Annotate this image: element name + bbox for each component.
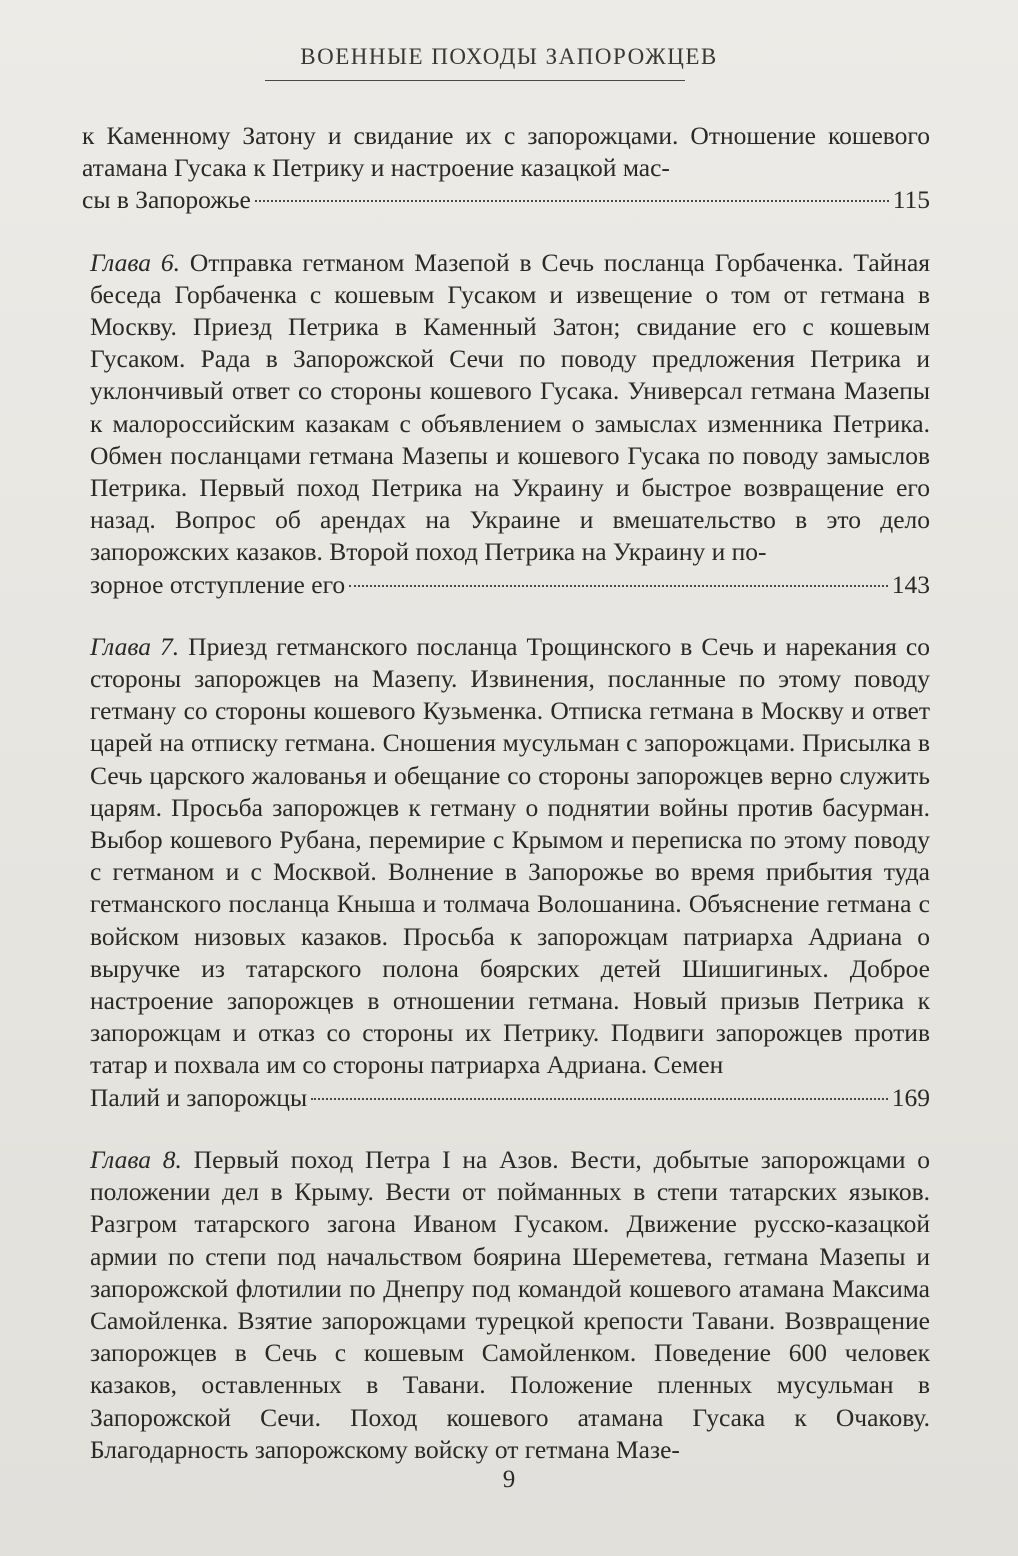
running-head: ВОЕННЫЕ ПОХОДЫ ЗАПОРОЖЦЕВ xyxy=(300,44,718,69)
toc-entry-tail: зорное отступление его xyxy=(90,569,346,599)
toc-entry-continuation xyxy=(60,120,930,217)
toc-entry-chapter-7 xyxy=(60,631,930,1114)
toc-entry-tail: Палий и запорожцы xyxy=(90,1082,308,1112)
table-of-contents xyxy=(60,120,930,1466)
toc-entry-tail: сы в Запорожье xyxy=(82,185,251,215)
toc-entry-text: Первый поход Петра I на Азов. Вести, добытые запорожцами о положении дел в Крыму. Вести от пойманных в степи татарских языков. Разгром татарского загона Иваном Гусаком. Движение русско-казацкой армии по степи под начальством боярина Шереметева, гетмана Мазепы и запорожской флотилии по Днепру под командой кошевого атамана Максима Самойленка. Взятие запорожцами турецкой крепости Тавани. Возвращение запорожцев в Сечь с кошевым Самойленком. Поведение 600 человек казаков, оставленных в Тавани. Положение пленных мусульман в Запорожской Сечи. Поход кошевого атамана Гусака к Очакову. Благодарность запорожскому войску от гетмана Мазе- xyxy=(90,1144,930,1464)
toc-page-number: 169 xyxy=(891,1082,930,1112)
toc-entry-chapter-6 xyxy=(60,247,930,601)
toc-entry-text: Отправка гетманом Мазепой в Сечь посланца Горбаченка. Тайная беседа Горбаченка с кошевым Гусаком и извещение о том от гетмана в Москву. Приезд Петрика в Каменный Затон; свидание его с кошевым Гусаком. Рада в Запорожской Сечи по поводу предложения Петрика и уклончивый ответ со стороны кошевого Гусака. Универсал гетмана Мазепы к малороссийским казакам с объявлением о замыслах изменника Петрика. Обмен посланцами гетмана Мазепы и кошевого Гусака по поводу замыслов Петрика. Первый поход Петрика на Украину и быстрое возвращение его назад. Вопрос об арендах на Украине и вмешательство в это дело запорожских казаков. Второй поход Петрика на Украину и по- xyxy=(90,247,930,567)
chapter-label: Глава 6. xyxy=(90,247,180,277)
chapter-label: Глава 7. xyxy=(90,631,180,661)
toc-entry-last-line xyxy=(90,569,930,601)
dot-leader xyxy=(349,585,888,587)
toc-entry-text: Приезд гетманского посланца Трощинского в Сечь и нарекания со стороны запорожцев на Мазепу. Извинения, посланные по этому поводу гетману со стороны кошевого Кузьменка. Отписка гетмана в Москву и ответ царей на отписку гетмана. Сношения мусульман с запорожцами. Присылка в Сечь царского жалованья и обещание со стороны запорожцев верно служить царям. Просьба запорожцев к гетману о поднятии войны против басурман. Выбор кошевого Рубана, перемирие с Крымом и переписка по этому поводу с гетманом и с Москвой. Волнение в Запорожье во время прибытия туда гетманского посланца Кныша и толмача Волошанина. Объяснение гетмана с войском низовых казаков. Просьба к запорожцам патриарха Адриана о выручке из татарского полона боярских детей Шишигиных. Доброе настроение запорожцев в отношении гетмана. Новый призыв Петрика к запорожцам и отказ со стороны их Петрику. Подвиги запорожцев против татар и похвала им со стороны патриарха Адриана. Семен xyxy=(90,631,930,1080)
chapter-label: Глава 8. xyxy=(90,1144,182,1174)
page-number: 9 xyxy=(502,1466,516,1493)
dot-leader xyxy=(311,1098,888,1100)
toc-entry-last-line xyxy=(90,1082,930,1114)
toc-entry-chapter-8 xyxy=(60,1144,930,1466)
toc-page-number: 115 xyxy=(892,185,930,215)
header-rule xyxy=(265,80,685,81)
toc-entry-last-line xyxy=(82,184,930,216)
toc-entry-text: к Каменному Затону и свидание их с запорожцами. Отношение кошевого атамана Гусака к Петрику и настроение казацкой мас- xyxy=(82,121,930,183)
dot-leader xyxy=(255,200,889,202)
toc-page-number: 143 xyxy=(891,569,930,599)
